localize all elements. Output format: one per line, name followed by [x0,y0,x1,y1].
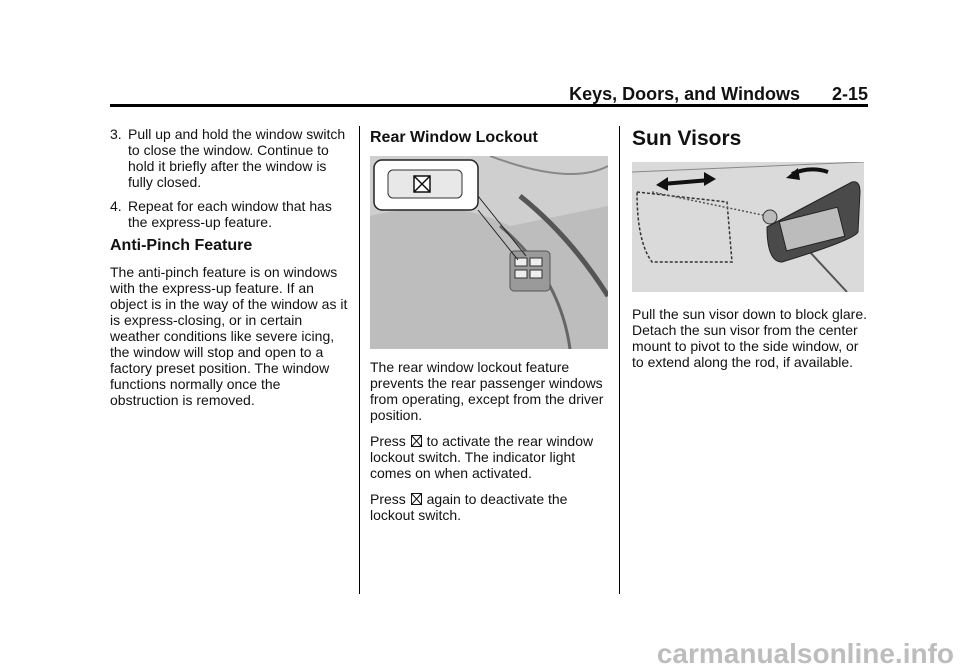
column-2 [370,126,608,533]
column-divider [359,126,360,594]
door-panel-drawing [370,156,608,349]
window-lockout-icon [411,493,422,505]
rear-lockout-heading: Rear Window Lockout [370,129,538,146]
antipinch-heading: Anti-Pinch Feature [110,237,253,254]
step-text: Pull up and hold the window switch to close the window. Continue to hold it briefly after the window is fully closed. [128,126,346,190]
step-3 [110,126,350,190]
step-number: 3. [110,126,122,142]
press-deactivate [370,491,608,523]
header-rule [110,104,868,107]
watermark: carmanualsonline.info [656,638,954,669]
antipinch-text: The anti-pinch feature is on windows with the express-up feature. If an object is in the way of the window as it is express-closing, or in certain weather conditions like severe icing, the window will stop and open to a factory preset position. The window functions normally once the obstruction is removed. [110,264,348,408]
step-4 [110,198,350,230]
sun-visors-heading: Sun Visors [632,127,742,150]
press-label: Press [370,433,410,449]
step-text: Repeat for each window that has the express-up feature. [128,198,332,230]
press-deactivate-text: again to deactivate the lockout switch. [370,491,568,523]
window-lockout-icon [411,435,422,447]
press-activate-text: to activate the rear window lockout switch. The indicator light comes on when activated. [370,433,594,481]
column-divider [619,126,620,594]
sun-visors-desc: Pull the sun visor down to block glare. Detach the sun visor from the center mount to pivot to the side window, or to extend along the rod, if available. [632,306,868,370]
section-title: Keys, Doors, and Windows [569,84,800,104]
sun-visor-drawing [632,162,864,292]
page-header [110,84,868,106]
step-number: 4. [110,198,122,214]
page-number: 2-15 [831,84,868,104]
press-label: Press [370,491,410,507]
sun-visor-illustration [632,162,864,292]
column-3 [632,126,868,380]
rear-lockout-desc: The rear window lockout feature prevents the rear passenger windows from operating, except from the driver position. [370,359,604,423]
door-panel-illustration [370,156,608,349]
column-1 [110,126,350,418]
press-activate [370,433,608,481]
